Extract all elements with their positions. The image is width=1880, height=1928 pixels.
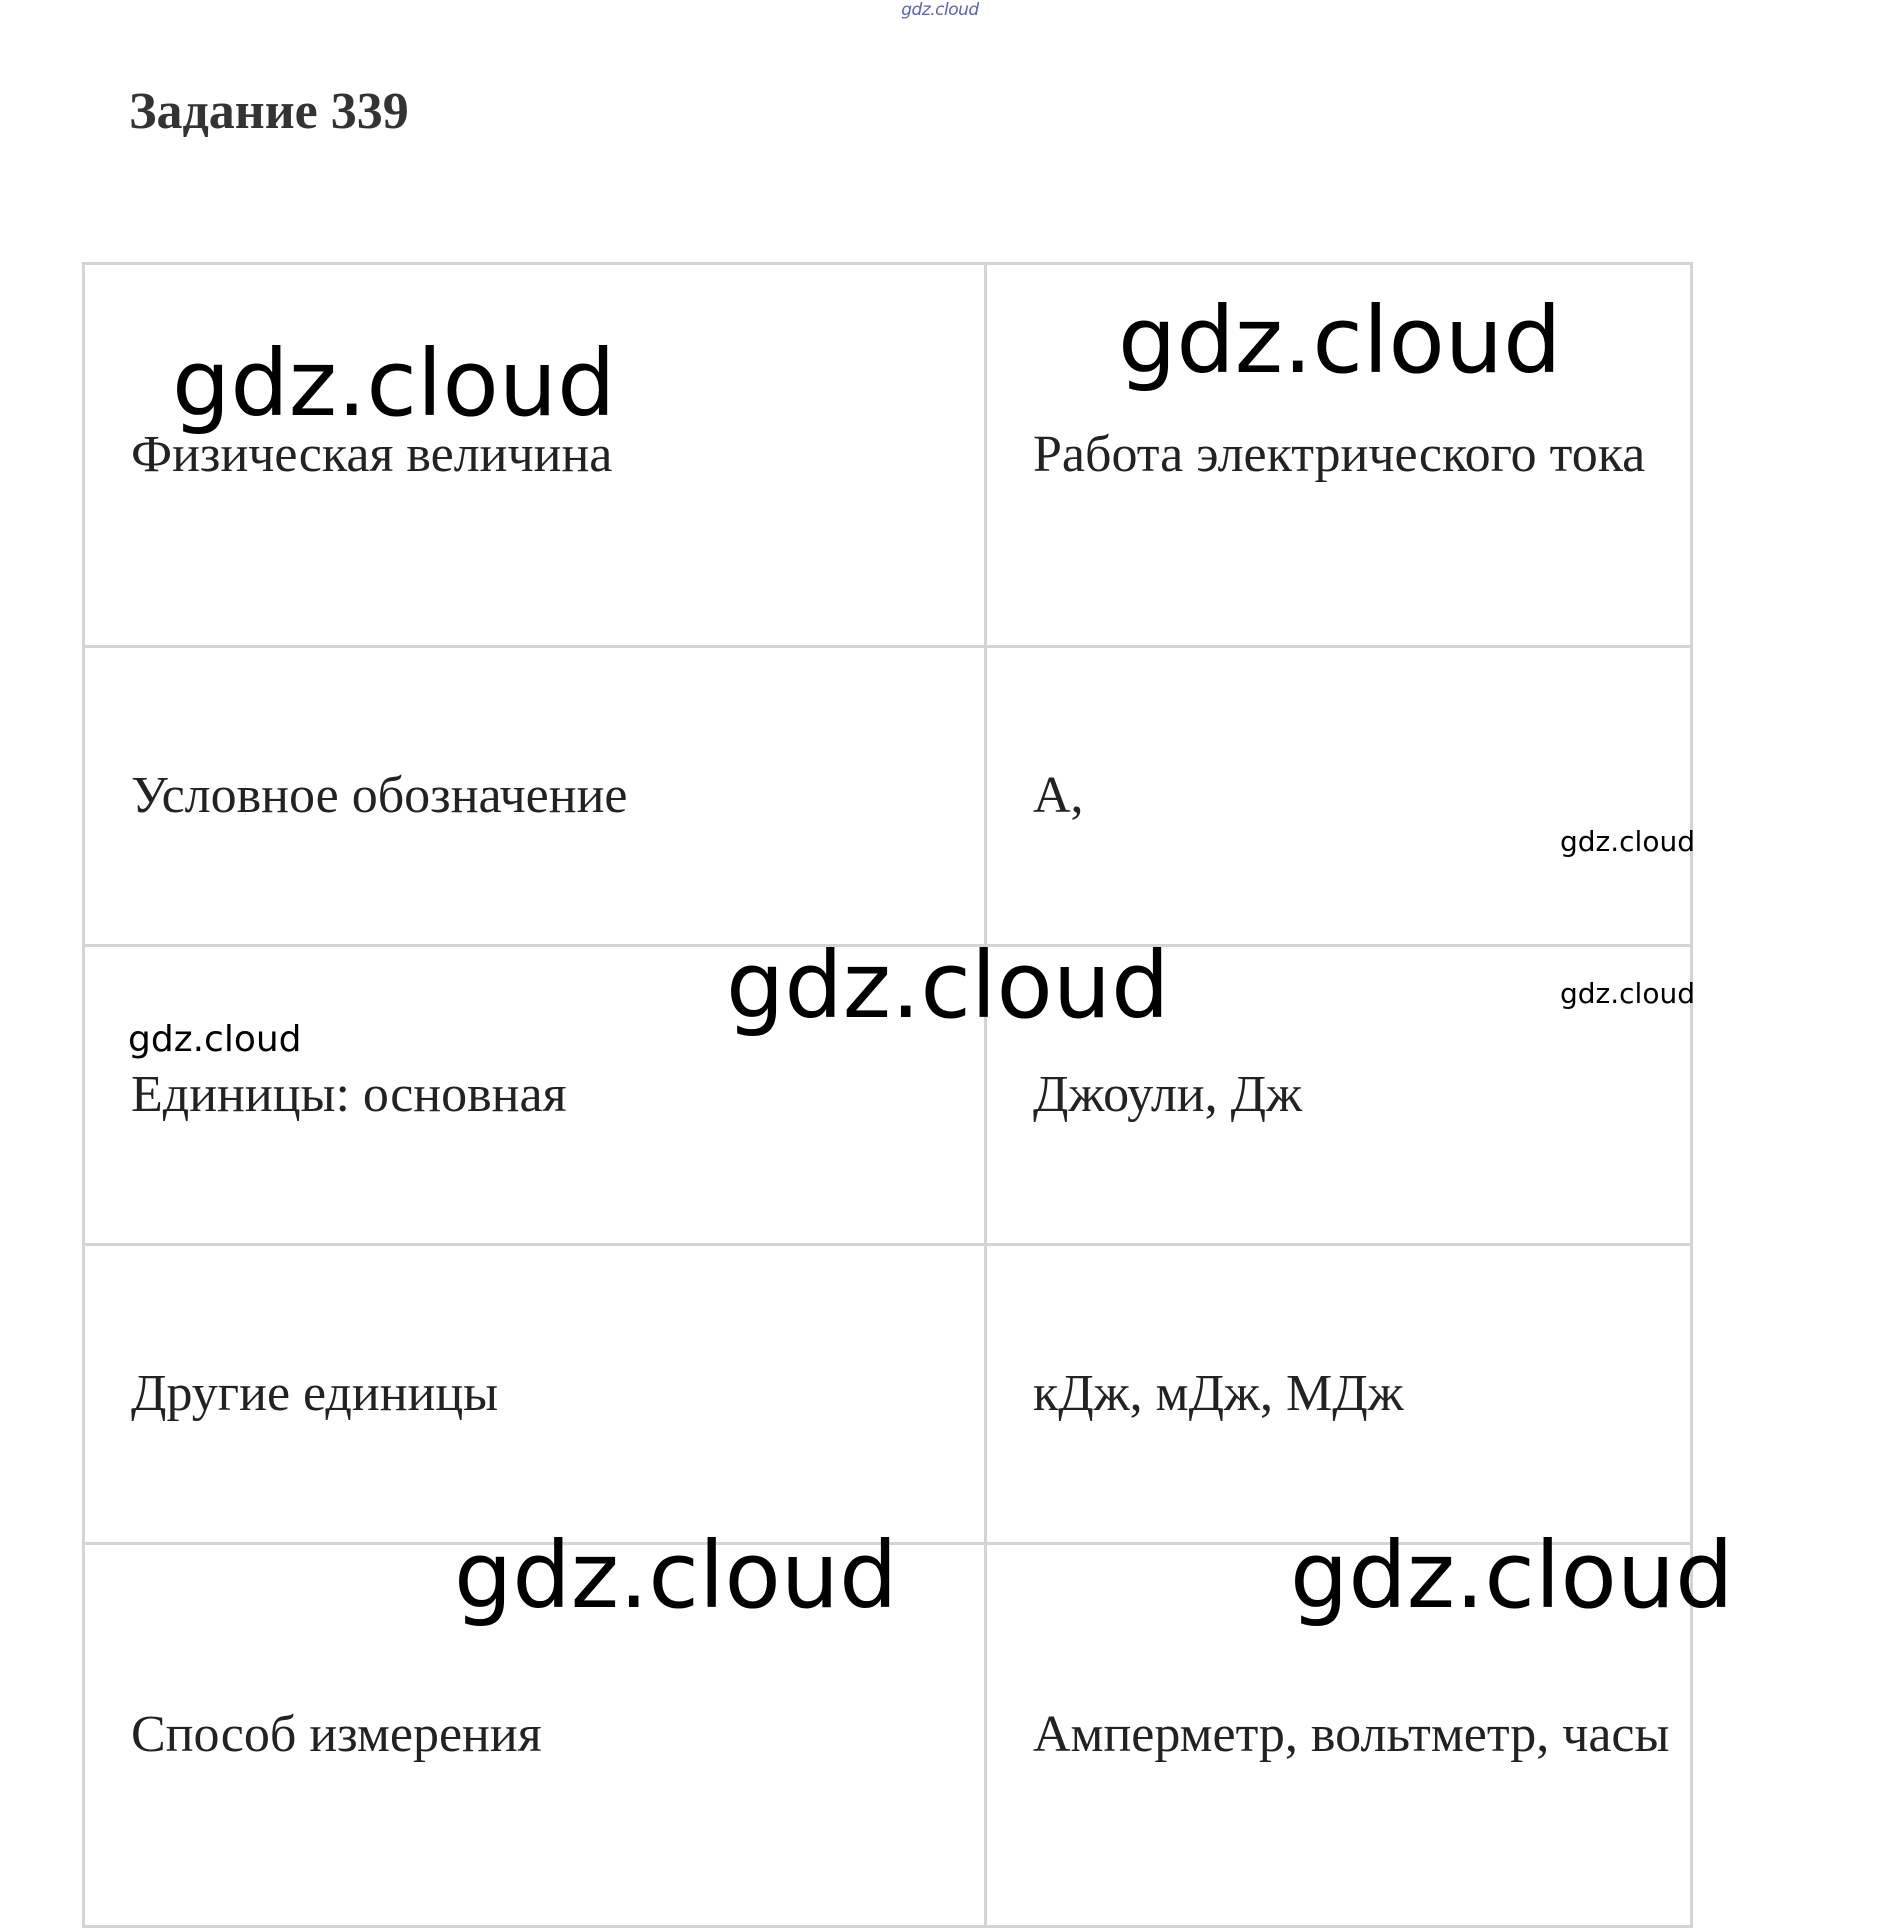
watermark: gdz.cloud [726,932,1170,1039]
value-cell: А, [986,647,1692,946]
properties-table [82,262,1693,1928]
value-cell: кДж, мДж, МДж [986,1245,1692,1544]
watermark: gdz.cloud [1560,977,1695,1010]
value-cell: Работа электрического тока [986,264,1692,647]
property-cell: Другие единицы [84,1245,986,1544]
watermark: gdz.cloud [1560,825,1695,858]
value-cell: Амперметр, вольтметр, часы [986,1544,1692,1927]
table-row [84,1245,1692,1544]
value-cell: Джоули, Дж [986,946,1692,1245]
property-cell: Физическая величина [84,264,986,647]
page-title: Задание 339 [129,83,409,140]
property-cell: Условное обозначение [84,647,986,946]
property-cell: Единицы: основная [84,946,986,1245]
property-cell: Способ измерения [84,1544,986,1927]
watermark: gdz.cloud [128,1019,302,1060]
table-row [84,647,1692,946]
header-watermark: gdz.cloud [901,0,979,20]
watermark: gdz.cloud [1290,1522,1734,1629]
watermark: gdz.cloud [1118,287,1562,394]
watermark: gdz.cloud [454,1522,898,1629]
watermark: gdz.cloud [172,330,616,437]
